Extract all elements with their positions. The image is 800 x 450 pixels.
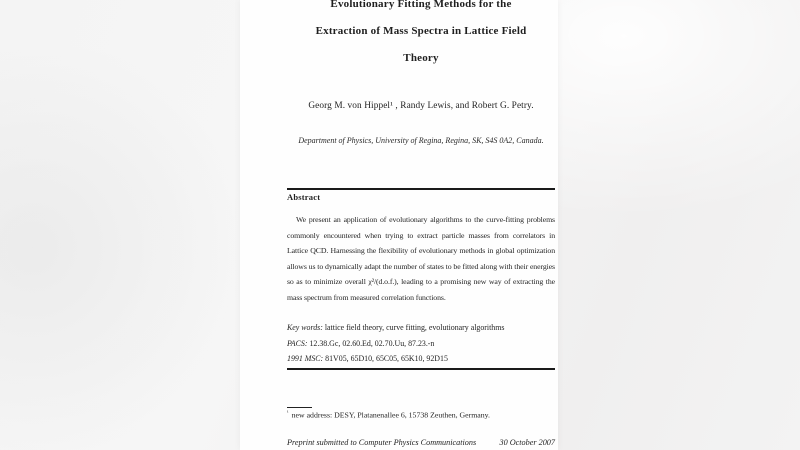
keywords-label: Key words: <box>287 323 323 332</box>
footnote-marker: ¹ <box>287 410 289 416</box>
pacs-label: PACS: <box>287 338 308 348</box>
meta-block <box>287 320 555 367</box>
msc-line <box>287 351 555 367</box>
footnote-text: new address: DESY, Platanenallee 6, 15738 Zeuthen, Germany. <box>291 410 490 420</box>
affiliation-line: Department of Physics, University of Regina, Regina, SK, S4S 0A2, Canada. <box>298 136 544 145</box>
paper-title-line1: Evolutionary Fitting Methods for the <box>330 0 512 10</box>
page-footer <box>287 438 555 447</box>
keywords-line <box>287 320 555 336</box>
paper-title-line2: Extraction of Mass Spectra in Lattice Field <box>315 25 527 37</box>
pacs-value: 12.38.Gc, 02.60.Ed, 02.70.Uu, 87.23.-n <box>309 338 435 348</box>
authors-line: Georg M. von Hippel¹ , Randy Lewis, and Robert G. Petry. <box>308 101 534 111</box>
pacs-line <box>287 336 555 352</box>
keywords-value: lattice field theory, curve fitting, evolutionary algorithms <box>324 323 505 332</box>
abstract-text: We present an application of evolutionary algorithms to the curve-fitting problems commonly encountered when trying to extract particle masses from correlators in Lattice QCD. Harnessing the flexibility of evolutionary methods in global optimization allows us to dynamically adapt the number of states to be fitted along with their energies so as to minimize overall χ²/(d.o.f.), leading to a promising new way of extracting the mass spectrum from measured correlation functions. <box>287 215 555 302</box>
footer-date: 30 October 2007 <box>499 438 555 447</box>
paper-page <box>240 0 558 450</box>
msc-value: 81V05, 65D10, 65C05, 65K10, 92D15 <box>325 354 448 364</box>
abstract-top-rule <box>287 188 555 190</box>
abstract-heading: Abstract <box>287 192 321 202</box>
footnote-line <box>287 410 555 420</box>
footnote-separator <box>287 407 312 408</box>
footer-submission-note: Preprint submitted to Computer Physics Communications <box>287 438 477 447</box>
abstract-bottom-rule <box>287 368 555 370</box>
paper-title-line3: Theory <box>403 52 439 64</box>
msc-label: 1991 MSC: <box>287 354 324 364</box>
paper-title <box>287 0 555 72</box>
